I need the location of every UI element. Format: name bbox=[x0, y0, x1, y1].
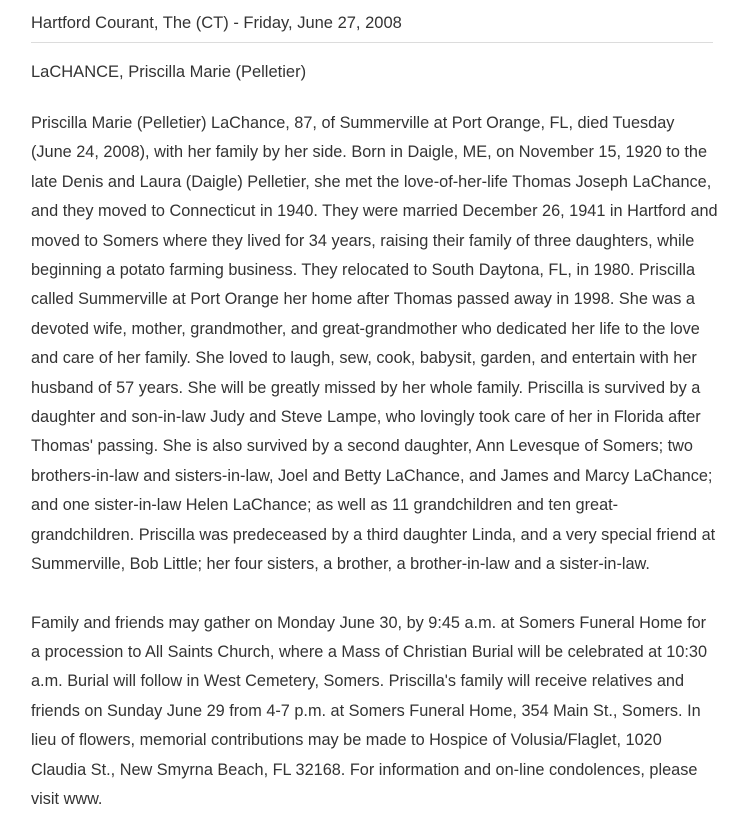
obituary-paragraph-services: Family and friends may gather on Monday June 30, by 9:45 a.m. at Somers Funeral Home for a procession to All Saints Church, where a Mass of Christian Burial will be celebrated at 10:30 a.m. Burial will follow in West Cemetery, Somers. Priscilla's family will receive relatives and friends on Sunday June 29 from 4-7 p.m. at Somers Funeral Home, 354 Main St., Somers. In lieu of flowers, memorial contributions may be made to Hospice of Volusia/Flaglet, 1020 Claudia St., New Smyrna Beach, FL 32168. For information and on-line condolences, please visit www. bbox=[31, 613, 708, 808]
publication-source: Hartford Courant, The (CT) - Friday, June 27, 2008 bbox=[31, 10, 713, 43]
obituary-headline: LaCHANCE, Priscilla Marie (Pelletier) bbox=[31, 63, 307, 81]
obituary-body bbox=[31, 109, 719, 814]
obituary-paragraph-biography: Priscilla Marie (Pelletier) LaChance, 87, of Summerville at Port Orange, FL, died Tuesday (June 24, 2008), with her family by her side. Born in Daigle, ME, on November 15, 1920 to the late Denis and Laura (Daigle) Pelletier, she met the love-of-her-life Thomas Joseph LaChance, and they moved to Connecticut in 1940. They were married December 26, 1941 in Hartford and moved to Somers where they lived for 34 years, raising their family of three daughters, while beginning a potato farming business. They relocated to South Daytona, FL, in 1980. Priscilla called Summerville at Port Orange her home after Thomas passed away in 1998. She was a devoted wife, mother, grandmother, and great-grandmother who dedicated her life to the love and care of her family. She loved to laugh, sew, cook, babysit, garden, and entertain with her husband of 57 years. She will be greatly missed by her whole family. Priscilla is survived by a daughter and son-in-law Judy and Steve Lampe, who lovingly took care of her in Florida after Thomas' passing. She is also survived by a second daughter, Ann Levesque of Somers; two brothers-in-law and sisters-in-law, Joel and Betty LaChance, and James and Marcy LaChance; and one sister-in-law Helen LaChance; as well as 11 grandchildren and ten great-grandchildren. Priscilla was predeceased by a third daughter Linda, and a very special friend at Summerville, Bob Little; her four sisters, a brother, a brother-in-law and a sister-in-law. bbox=[31, 114, 718, 574]
